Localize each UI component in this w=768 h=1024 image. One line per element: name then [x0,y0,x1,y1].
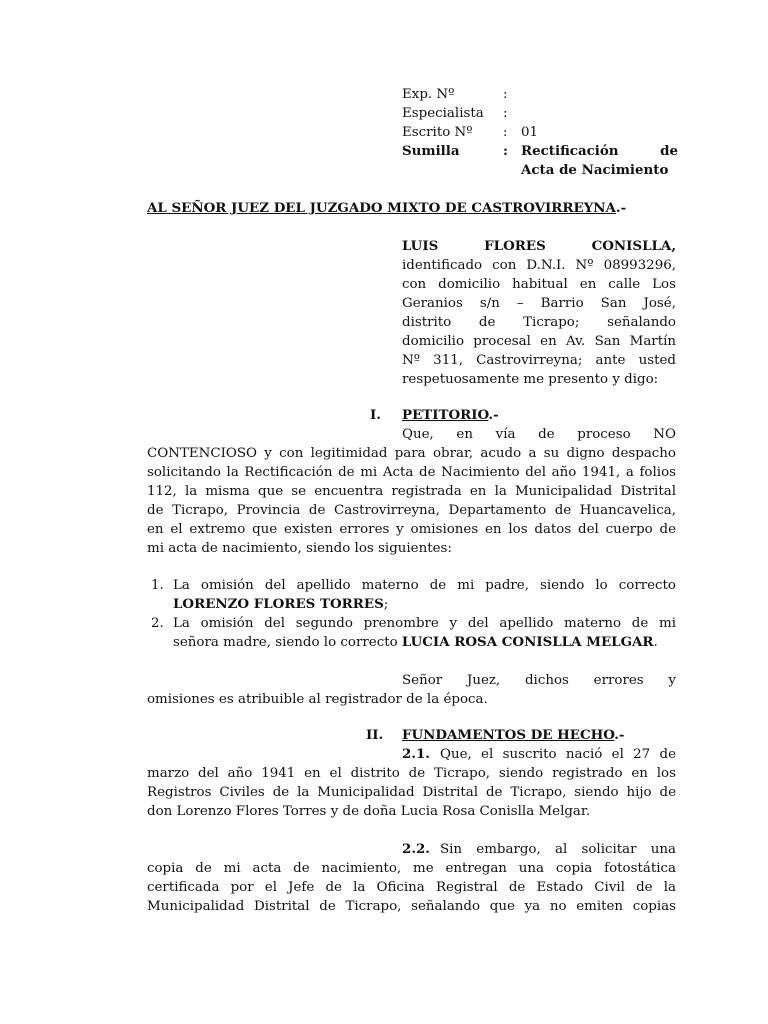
list-item-tail: . [653,635,658,650]
petitorio-suffix: .- [488,407,499,423]
sumilla-line1-a: Rectificación [521,143,619,159]
p22-first-line [402,840,676,859]
addressee [147,199,626,218]
exp-colon: : [503,87,508,102]
petitioner-name-line [402,237,676,256]
intro-line: Nº 311, Castrovirreyna; ante usted [402,353,676,368]
sumilla-label: Sumilla [402,143,460,159]
exp-label: Exp. Nº [402,87,455,102]
especialista-label: Especialista [402,106,484,121]
fundamentos-title: FUNDAMENTOS DE HECHO [402,727,615,743]
paragraph-2-2 [147,840,676,916]
p21-number: 2.1. [402,746,430,762]
petitorio-number: I. [370,407,381,423]
list-item-line: La omisión del segundo prenombre y del apellido materno de mi [173,616,676,631]
p21-line: don Lorenzo Flores Torres y de doña Lucia Rosa Conislla Melgar. [147,804,591,819]
petitorio-line: mi acta de nacimiento, siendo los siguientes: [147,541,452,556]
intro-line: identificado con D.N.I. Nº 08993296, [402,258,676,273]
intro-line: Geranios s/n – Barrio San José, [402,296,676,311]
list-item-bold: LUCIA ROSA CONISLLA MELGAR [401,634,654,650]
list-item-pre: señora madre, siendo lo correcto [173,635,402,650]
sumilla-row-2 [402,161,682,180]
list-item-line: La omisión del apellido materno de mi padre, siendo lo correcto [173,578,676,593]
p22-line: certificada por el Jefe de la Oficina Registral de Estado Civil de la [147,880,676,895]
escrito-value: 01 [521,125,539,140]
p22-first-text: Sin embargo, al solicitar una [439,842,676,857]
list-item-number: 2. [151,616,164,631]
petitorio-line: solicitando la Rectificación de mi Acta de Nacimiento del año 1941, a folios [147,465,676,480]
escrito-row [402,123,682,142]
sumilla-line1-b: de [660,143,678,159]
list-item-bold: LORENZO FLORES TORRES [173,596,384,612]
addressee-text: AL SEÑOR JUEZ DEL JUZGADO MIXTO DE CASTROVIRREYNA [147,200,616,216]
exp-row [402,85,682,104]
especialista-row [402,104,682,123]
p22-line: Municipalidad Distrital de Ticrapo, señalando que ya no emiten copias [147,899,676,914]
petitioner-intro [402,237,676,389]
escrito-colon: : [503,125,508,140]
sumilla-row [402,142,682,161]
petitioner-name: LUIS FLORES CONISLLA [402,238,672,254]
intro-line: con domicilio habitual en calle Los [402,277,676,292]
closing-line: Señor Juez, dichos errores y [402,673,676,688]
p22-number: 2.2. [402,841,430,857]
fundamentos-heading [402,726,624,745]
list-item-number: 1. [151,578,164,593]
fundamentos-suffix: .- [614,727,625,743]
list-item-line [173,595,676,614]
petitorio-heading [402,406,499,425]
list-item [147,614,676,652]
list-item-line [173,633,676,652]
p22-line: copia de mi acta de nacimiento, me entregan una copia fotostática [147,861,676,876]
p21-first-line [402,745,676,764]
fundamentos-number: II. [366,727,384,743]
intro-line: domicilio procesal en Av. San Martín [402,334,676,349]
case-header [402,85,682,180]
petitorio-line: de Ticrapo, Provincia de Castrovirreyna, Departamento de Huancavelica, [147,503,676,518]
list-item [147,576,676,614]
petitorio-line: en el extremo que existen errores y omisiones en los datos del cuerpo de [147,522,676,537]
p21-line: Registros Civiles de la Municipalidad Distrital de Ticrapo, siendo hijo de [147,785,676,800]
closing-line: omisiones es atribuible al registrador de la época. [147,692,488,707]
petitioner-name-comma: , [671,238,676,254]
petitorio-title: PETITORIO [402,407,489,423]
addressee-suffix: .- [615,200,627,216]
escrito-label: Escrito Nº [402,125,473,140]
sumilla-line2: Acta de Nacimiento [521,162,669,178]
paragraph-2-1 [147,745,676,821]
petitorio-line: CONTENCIOSO y con legitimidad para obrar, acudo a su digno despacho [147,446,676,461]
p21-first-text: Que, el suscrito nació el 27 de [439,747,676,762]
petitorio-line: 112, la misma que se encuentra registrada en la Municipalidad Distrital [147,484,676,499]
list-item-tail: ; [383,597,389,612]
sumilla-colon: : [503,143,508,159]
closing-paragraph [147,671,676,709]
petitorio-paragraph [147,425,676,558]
especialista-colon: : [503,106,508,121]
errors-list [147,576,676,652]
intro-line: respetuosamente me presento y digo: [402,372,659,387]
p21-line: marzo del año 1941 en el distrito de Ticrapo, siendo registrado en los [147,766,676,781]
intro-line: distrito de Ticrapo; señalando [402,315,676,330]
petitorio-line: Que, en vía de proceso NO [402,427,676,442]
